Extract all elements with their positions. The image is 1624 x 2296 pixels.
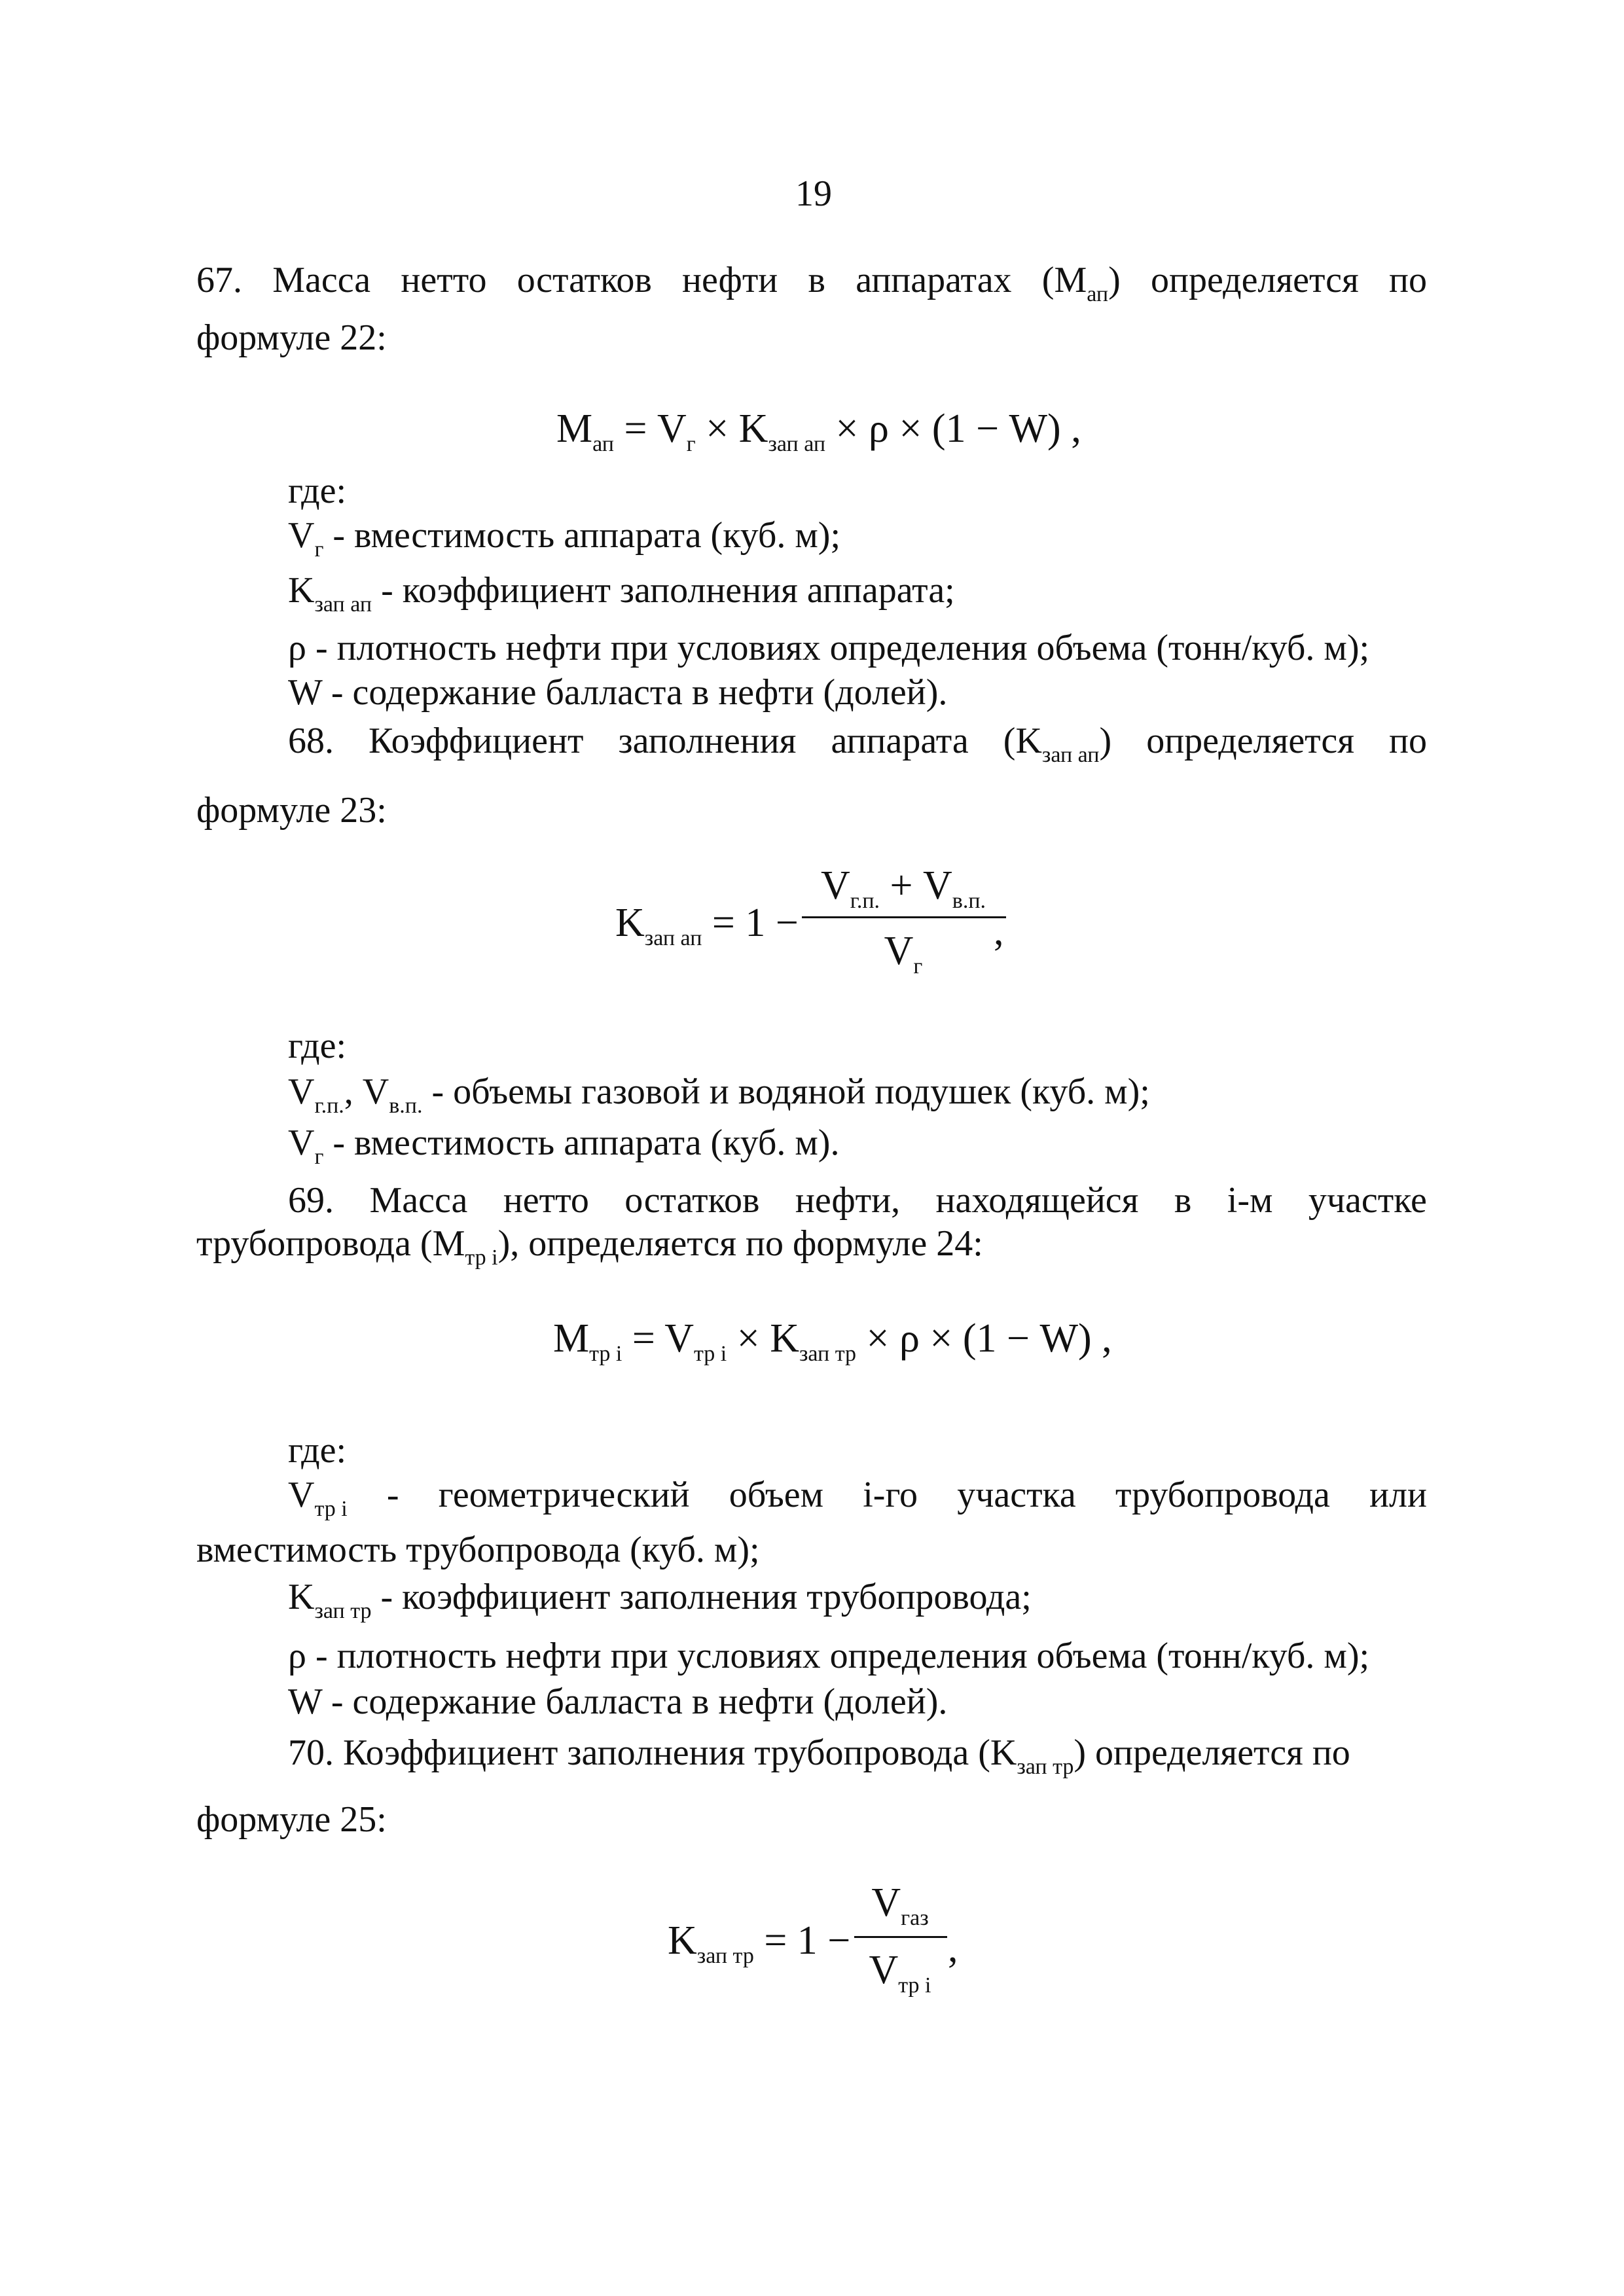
- definition-line: W - содержание балласта в нефти (долей).: [288, 672, 948, 713]
- word: Коэффициент: [369, 721, 584, 761]
- word: в: [808, 260, 825, 300]
- where-label-3: где:: [288, 1430, 347, 1471]
- formula-25-comma: ,: [948, 1926, 958, 1971]
- word: объем: [729, 1475, 824, 1515]
- word: аппарата: [831, 721, 969, 761]
- paragraph-70-line2: формуле 25:: [196, 1799, 387, 1840]
- definition-line: $V_{г.п.}$, $V_{в.п.}$ - объемы газовой и водяной подушек (куб. м);: [288, 1071, 1150, 1118]
- definition-line: $V_г$ - вместимость аппарата (куб. м);: [288, 515, 841, 562]
- paragraph-67-line1: [196, 260, 1427, 306]
- word: остатков: [516, 260, 652, 300]
- word: геометрический: [438, 1475, 690, 1515]
- word: i-м: [1227, 1180, 1273, 1221]
- word: 69.: [288, 1180, 334, 1221]
- formula-25-denominator: $V_{тр i}$: [869, 1948, 931, 1998]
- paragraph-70-line1: 70. Коэффициент заполнения трубопровода $(K_{зап тр})$ определяется по: [288, 1732, 1350, 1779]
- definition-line: $K_{зап тр}$ - коэффициент заполнения трубопровода;: [288, 1577, 1032, 1623]
- word: аппаратах: [856, 260, 1012, 300]
- paragraph-69-line1: [288, 1182, 1427, 1219]
- word: нефти,: [795, 1180, 901, 1221]
- word: 67.: [196, 260, 242, 300]
- inline-symbol: $(K_{зап ап})$: [1003, 721, 1112, 767]
- paragraph-67-line2: формуле 22:: [196, 317, 387, 358]
- word: определяется: [1151, 260, 1359, 300]
- formula-25-lhs: $K_{зап тр} = 1$ −: [668, 1918, 851, 1968]
- paragraph-68-line1: [288, 721, 1427, 767]
- where-label-1: где:: [288, 471, 347, 511]
- paragraph-68-line2: формуле 23:: [196, 790, 387, 831]
- definition-line: ρ - плотность нефти при условиях определения объема (тонн/куб. м);: [288, 628, 1370, 668]
- definition-line: ρ - плотность нефти при условиях определения объема (тонн/куб. м);: [288, 1636, 1370, 1676]
- word: участка: [957, 1475, 1076, 1515]
- definition-line-justified: [288, 1475, 1427, 1521]
- word: Масса: [369, 1180, 468, 1221]
- word: в: [1174, 1180, 1192, 1221]
- formula-23-denominator: $V_г$: [884, 929, 923, 978]
- page-number: 19: [795, 173, 832, 214]
- formula-24: $M_{тр i} = V_{тр i} \times K_{зап тр} \times \rho \times (1 - W)$ ,: [553, 1316, 1112, 1366]
- definition-continuation: вместимость трубопровода (куб. м);: [196, 1530, 760, 1570]
- word: находящейся: [935, 1180, 1139, 1221]
- word: участке: [1308, 1180, 1427, 1221]
- inline-symbol: $V_{тр i}$: [288, 1475, 348, 1521]
- definition-line: $V_г$ - вместимость аппарата (куб. м).: [288, 1122, 840, 1169]
- word: определяется: [1146, 721, 1354, 761]
- word: по: [1389, 260, 1427, 300]
- word: заполнения: [618, 721, 797, 761]
- word: нетто: [401, 260, 487, 300]
- fraction-bar: [802, 916, 1006, 918]
- formula-23-comma: ,: [994, 909, 1004, 954]
- formula-22: $M_{ап} = V_г \times K_{зап ап} \times \rho \times (1 - W)$ ,: [556, 406, 1081, 456]
- formula-25-numerator: $V_{газ}$: [871, 1880, 929, 1930]
- formula-23-lhs: $K_{зап ап} = 1$ −: [615, 901, 799, 950]
- word: нетто: [503, 1180, 589, 1221]
- word: 68.: [288, 721, 334, 761]
- word: i-го: [863, 1475, 918, 1515]
- definition-line: W - содержание балласта в нефти (долей).: [288, 1681, 948, 1722]
- fraction-bar: [854, 1936, 947, 1938]
- formula-23-numerator: $V_{г.п.} + V_{в.п.}$: [820, 863, 986, 913]
- definition-line: $K_{зап ап}$ - коэффициент заполнения аппарата;: [288, 570, 955, 617]
- word: по: [1388, 721, 1427, 761]
- word: Масса: [272, 260, 371, 300]
- where-label-2: где:: [288, 1026, 347, 1066]
- word: остатков: [624, 1180, 760, 1221]
- word: -: [386, 1475, 399, 1515]
- word: нефти: [682, 260, 778, 300]
- paragraph-69-line2: трубопровода $(M_{тр i})$, определяется по формуле 24:: [196, 1223, 983, 1270]
- word: трубопровода: [1115, 1475, 1330, 1515]
- word: или: [1369, 1475, 1427, 1515]
- inline-symbol: $(M_{ап})$: [1041, 260, 1121, 306]
